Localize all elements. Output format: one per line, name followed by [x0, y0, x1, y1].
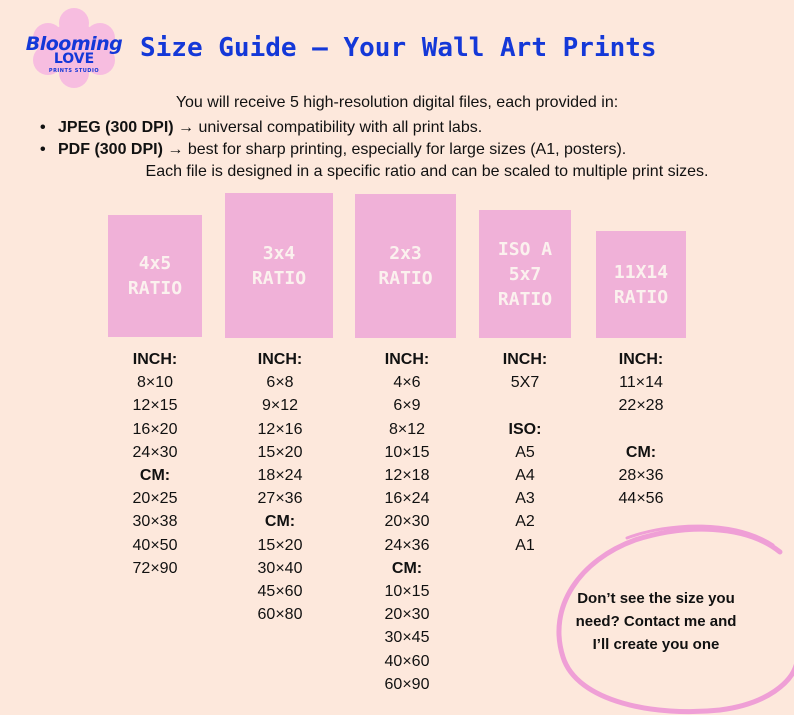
size-value: 45×60 [257, 583, 303, 601]
bullet-icon: • [40, 141, 46, 158]
cta-text: Don’t see the size you need? Contact me and I’ll create you one [575, 590, 737, 653]
size-value: 18×24 [257, 467, 303, 485]
size-value: 24×30 [132, 443, 178, 461]
bullet-icon: • [40, 119, 46, 136]
size-value: 12×15 [132, 397, 178, 415]
page-title: Size Guide – Your Wall Art Prints [140, 33, 657, 63]
format-name: JPEG (300 DPI) [58, 119, 174, 136]
size-value: 22×28 [618, 397, 664, 415]
size-value: 4×6 [393, 374, 421, 392]
size-value: 12×18 [384, 467, 430, 485]
size-value: 16×24 [384, 490, 430, 508]
size-column-4x5 [100, 348, 210, 580]
size-value: 10×15 [384, 443, 430, 461]
size-value: 44×56 [618, 490, 664, 508]
intro-text: You will receive 5 high-resolution digital files, each provided in: [175, 94, 619, 111]
format-desc: → universal compatibility with all print labs. [173, 119, 483, 136]
ratio-box-iso-5x7: ISO A 5x7 RATIO [479, 210, 571, 338]
format-item-jpeg [40, 117, 626, 139]
spacer [586, 418, 696, 441]
size-value: 60×80 [257, 606, 303, 624]
size-column-3x4 [225, 348, 335, 626]
ratio-box-4x5: 4x5 RATIO [108, 215, 202, 337]
size-value: 20×30 [384, 513, 430, 531]
size-value: 30×45 [384, 629, 430, 647]
format-item-pdf [40, 139, 626, 161]
size-value: A1 [515, 536, 535, 554]
size-value: 28×36 [618, 467, 664, 484]
size-column-11x14 [586, 348, 696, 510]
size-unit-header: CM: [625, 443, 657, 461]
size-unit-header: ISO: [508, 420, 542, 438]
size-value: 30×38 [132, 513, 178, 531]
size-unit-header: INCH: [384, 351, 430, 368]
size-value: 5X7 [510, 374, 540, 392]
ratio-box-11x14: 11X14 RATIO [596, 231, 686, 338]
size-value: 15×20 [257, 443, 303, 461]
size-value: 6×9 [393, 397, 421, 415]
size-unit-header: INCH: [502, 351, 548, 368]
ratio-box-3x4: 3x4 RATIO [225, 193, 333, 338]
size-value: 11×14 [619, 374, 663, 392]
format-name: PDF (300 DPI) [58, 141, 163, 158]
brand-word-love: LOVE [53, 51, 95, 67]
ratio-box-2x3: 2x3 RATIO [355, 194, 456, 338]
size-value: 60×90 [384, 675, 430, 693]
size-unit-header: CM: [264, 513, 296, 531]
size-value: A4 [515, 467, 535, 484]
size-value: 40×60 [384, 652, 430, 670]
size-value: 24×36 [384, 536, 430, 554]
size-value: 20×30 [384, 606, 430, 624]
brand-logo [18, 8, 130, 88]
size-value: 8×12 [388, 420, 426, 438]
size-value: 16×20 [132, 420, 178, 438]
brand-word-blooming: Blooming [25, 33, 123, 55]
size-unit-header: CM: [391, 559, 423, 577]
spacer [470, 394, 580, 417]
size-value: 10×15 [384, 583, 430, 601]
size-unit-header: INCH: [132, 351, 178, 368]
size-value: 72×90 [132, 559, 178, 577]
size-value: 20×25 [132, 490, 178, 508]
size-value: 6×8 [266, 374, 294, 392]
size-column-2x3 [352, 348, 462, 696]
size-value: 27×36 [257, 490, 303, 508]
size-value: 12×16 [257, 420, 303, 438]
brand-word-studio: PRINTS STUDIO [48, 68, 100, 74]
size-value: 40×50 [132, 536, 178, 554]
outro-text: Each file is designed in a specific ratio and can be scaled to multiple print sizes. [145, 163, 709, 180]
format-desc: → best for sharp printing, especially for large sizes (A1, posters). [162, 141, 627, 158]
format-list [40, 117, 626, 161]
size-value: 15×20 [257, 536, 303, 554]
size-unit-header: CM: [139, 467, 171, 485]
size-value: 9×12 [261, 397, 299, 415]
size-value: 30×40 [257, 559, 303, 577]
size-value: A3 [515, 490, 535, 508]
size-unit-header: INCH: [257, 351, 303, 368]
size-unit-header: INCH: [618, 351, 664, 368]
size-value: 8×10 [136, 374, 174, 392]
size-value: A2 [515, 513, 535, 531]
size-value: A5 [515, 443, 535, 461]
